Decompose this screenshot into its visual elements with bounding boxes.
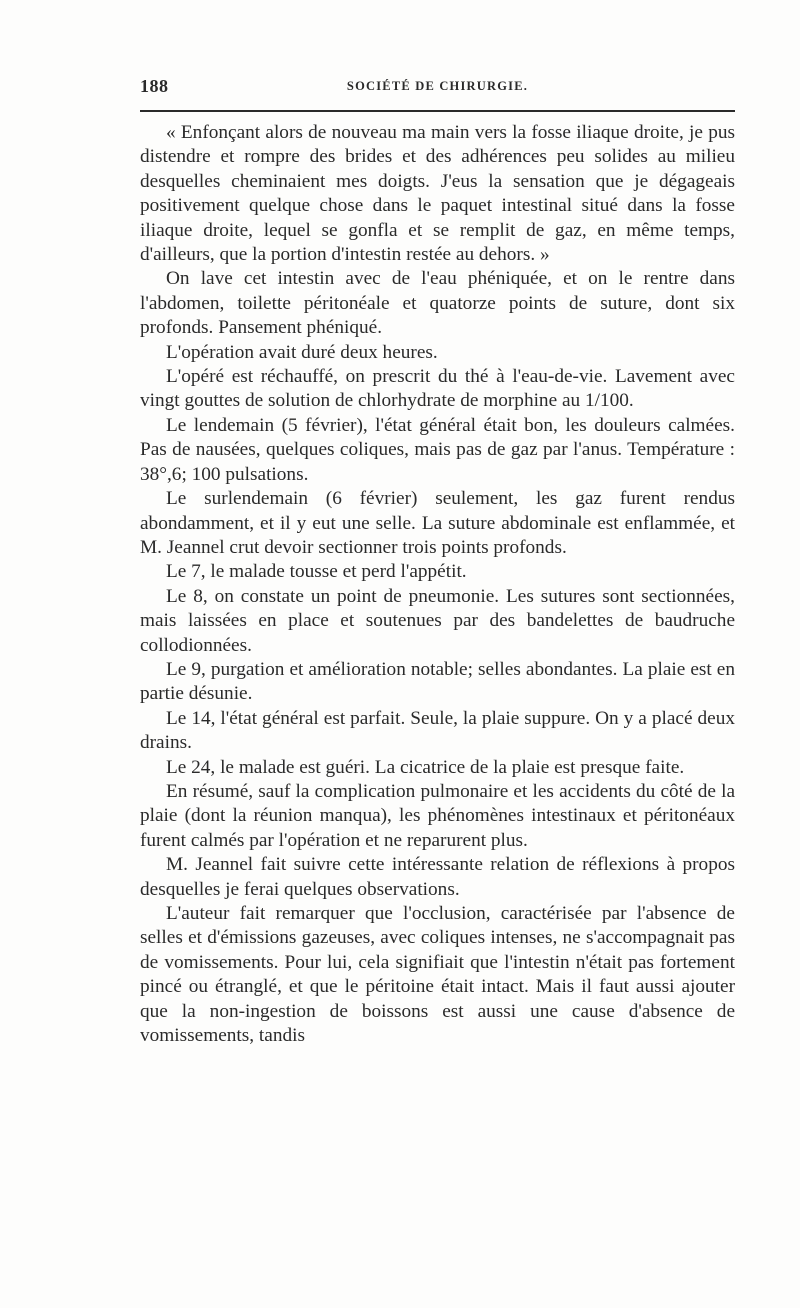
running-head: SOCIÉTÉ DE CHIRURGIE.: [346, 79, 529, 93]
paragraph: L'opéré est réchauffé, on prescrit du thé à l'eau-de-vie. Lavement avec vingt gouttes de solution de chlorhydrate de morphine au 1/100.: [140, 366, 735, 412]
paragraph: Le 7, le malade tousse et perd l'appétit.: [166, 561, 467, 583]
header-rule: [140, 110, 735, 112]
paragraph: Le lendemain (5 février), l'état général était bon, les douleurs calmées. Pas de nausées, quelques coliques, mais pas de gaz par l'anus. Température : 38°,6; 100 pulsations.: [140, 414, 735, 485]
paragraph: Le 14, l'état général est parfait. Seule, la plaie suppure. On y a placé deux drains.: [140, 707, 735, 754]
paragraph: L'auteur fait remarquer que l'occlusion, caractérisée par l'absence de selles et d'émissions gazeuses, avec coliques intenses, ne s'accompagnait pas de vomissements. Pour lui, cela signifiait que l'intestin n'était pas fortement pincé ou étranglé, et que le péritoine était intact. Mais il faut aussi ajouter que la non-ingestion de boissons est aussi une cause d'absence de vomissements, tandis: [140, 903, 735, 1047]
paragraph: Le surlendemain (6 février) seulement, les gaz furent rendus abondamment, et il y eut une selle. La suture abdominale est enflammée, et M. Jeannel crut devoir sectionner trois points profonds.: [140, 488, 735, 558]
paragraph: L'opération avait duré deux heures.: [166, 341, 438, 363]
paragraph: Le 9, purgation et amélioration notable; selles abondantes. La plaie est en partie désunie.: [140, 658, 735, 705]
paragraph: On lave cet intestin avec de l'eau phéniquée, et on le rentre dans l'abdomen, toilette péritonéale et quatorze points de suture, dont six profonds. Pansement phéniqué.: [140, 268, 735, 339]
paragraph: M. Jeannel fait suivre cette intéressante relation de réflexions à propos desquelles je ferai quelques observations.: [140, 854, 735, 900]
page-header: [140, 76, 735, 98]
body-text: [140, 121, 735, 1048]
paragraph: Le 24, le malade est guéri. La cicatrice de la plaie est presque faite.: [166, 756, 685, 778]
paragraph: « Enfonçant alors de nouveau ma main vers la fosse iliaque droite, je pus distendre et rompre des brides et des adhérences peu solides au milieu desquelles cheminaient mes doigts. J'eus la sensation que je dégageais positivement quelque chose dans le paquet intestinal situé dans la fosse iliaque droite, lequel se gonfla et se remplit de gaz, en même temps, d'ailleurs, que la portion d'intestin restée au dehors. »: [140, 122, 735, 266]
paragraph: Le 8, on constate un point de pneumonie. Les sutures sont sectionnées, mais laissées en place et soutenues par des bandelettes de baudruche collodionnées.: [140, 585, 735, 656]
page-number: 188: [140, 76, 169, 96]
paragraph: En résumé, sauf la complication pulmonaire et les accidents du côté de la plaie (dont la réunion manqua), les phénomènes intestinaux et péritonéaux furent calmés par l'opération et ne reparurent plus.: [140, 780, 735, 851]
